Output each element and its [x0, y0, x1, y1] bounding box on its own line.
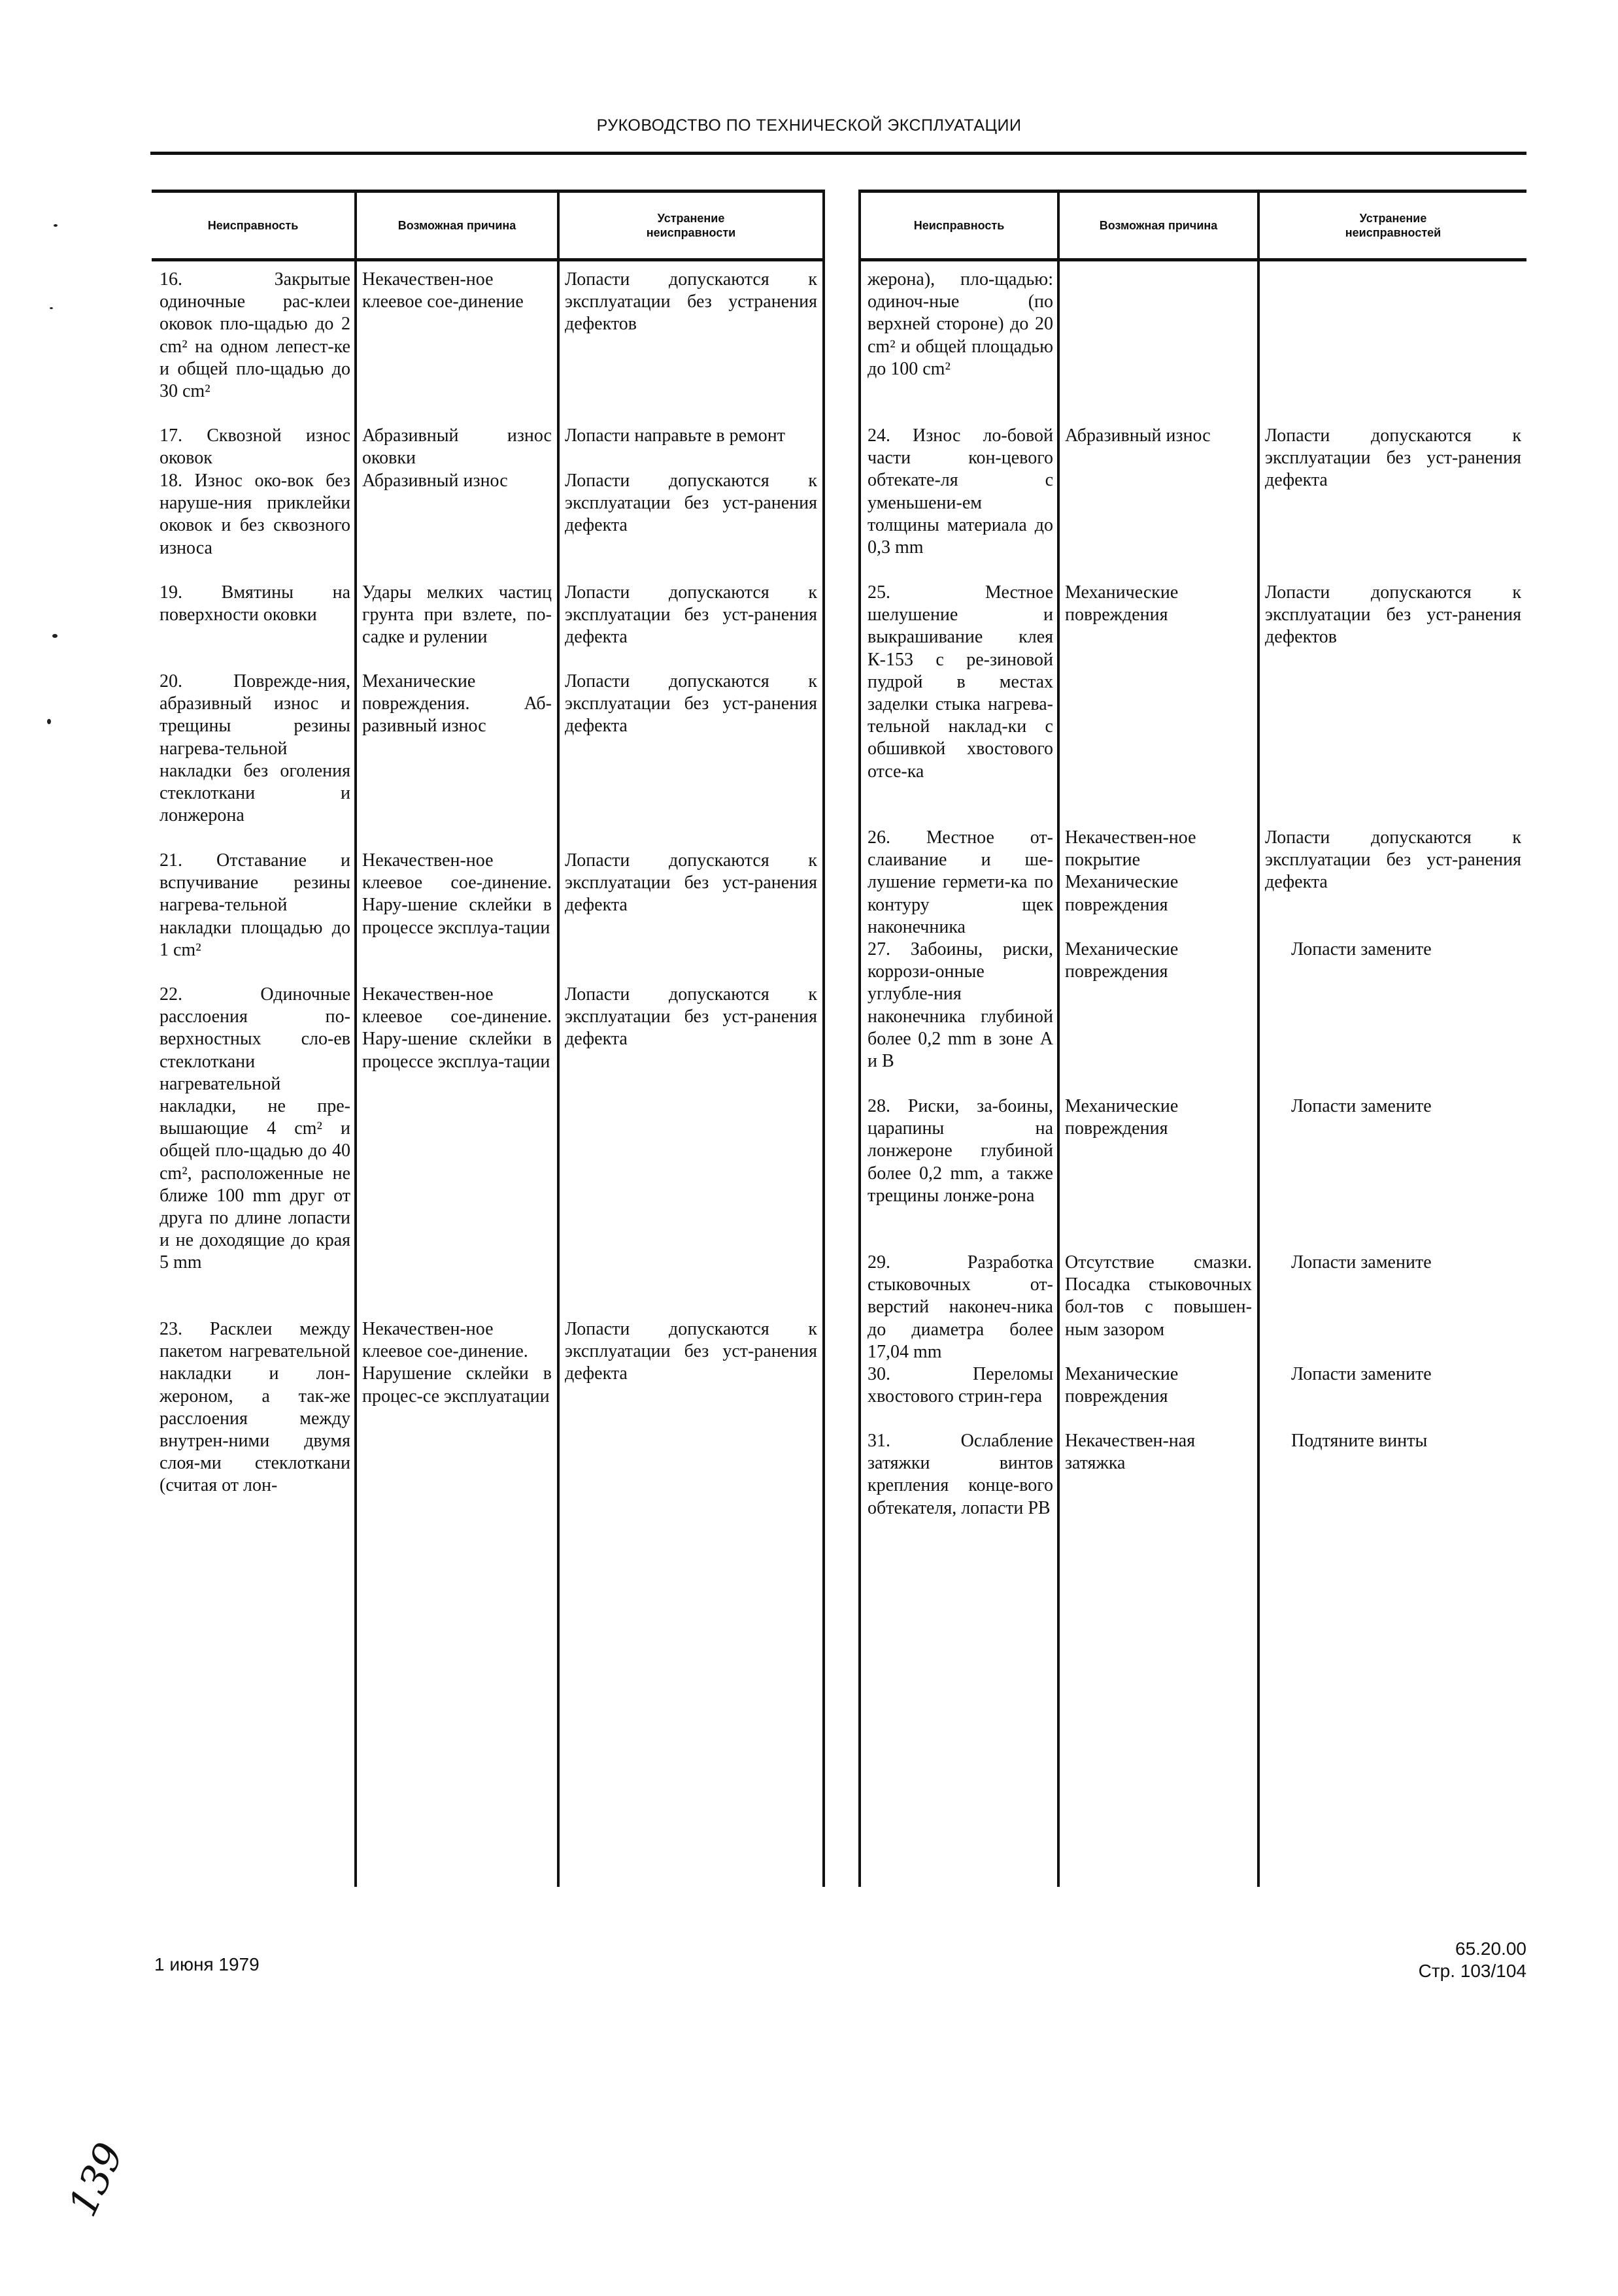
- column-header-fault: Неисправность: [207, 219, 299, 232]
- cause-cell-24: Абразивный износ: [1065, 425, 1211, 446]
- fault-cell-31: 31. Ослабление затяжки винтов крепления конце-вого обтекателя, лопасти РВ: [868, 1431, 1053, 1518]
- remedy-cell-17: Лопасти направьте в ремонт: [565, 425, 785, 446]
- fault-cell-22: 22. Одиночные расслоения по-верхностных сло-ев стеклоткани нагревательной накладки, не пре-вышающие 4 cm² и общей пло-щадью до 40 cm², расположенные не ближе 100 mm друг от друга по длине лопасти и не доходящие до края 5 mm: [160, 984, 350, 1273]
- fault-cell-17: 17. Сквозной износ оковок: [160, 425, 350, 469]
- fault-cell-25: 25. Местное шелушение и выкрашивание клея К-153 с ре-зиновой пудрой в местах заделки стыка нагрева-тельной наклад-ки с обшивкой хвостового отсе-ка: [868, 582, 1053, 782]
- column-divider: [822, 193, 825, 1887]
- column-divider: [354, 193, 357, 1887]
- remedy-cell-19: Лопасти допускаются к эксплуатации без уст-ранения дефекта: [565, 582, 817, 648]
- remedy-cell-30: Лопасти замените: [1291, 1364, 1432, 1384]
- header-divider: [152, 258, 825, 261]
- column-divider: [1057, 193, 1060, 1887]
- fault-cell-30: 30. Переломы хвостового стрин-гера: [868, 1364, 1053, 1407]
- fault-cell-28: 28. Риски, за-боины, царапины на лонжероне глубиной более 0,2 mm, а также трещины лонже-рона: [868, 1096, 1053, 1206]
- column-divider: [858, 193, 861, 1887]
- remedy-cell-22: Лопасти допускаются к эксплуатации без уст-ранения дефекта: [565, 984, 817, 1050]
- scan-speck: [54, 224, 58, 227]
- column-divider: [557, 193, 560, 1887]
- cause-cell-19: Удары мелких частиц грунта при взлете, по-садке и рулении: [362, 582, 552, 648]
- remedy-cell-16: Лопасти допускаются к эксплуатации без устранения дефектов: [565, 269, 817, 335]
- cause-cell-20: Механические повреждения. Аб-разивный износ: [362, 671, 552, 737]
- scan-speck: [52, 634, 58, 638]
- fault-cell-18: 18. Износ око-вок без наруше-ния приклейки оковок и без сквозного износа: [160, 471, 350, 558]
- column-header-fault: Неисправность: [913, 219, 1005, 232]
- document-code: 65.20.00: [1455, 1938, 1526, 1959]
- remedy-cell-25: Лопасти допускаются к эксплуатации без уст-ранения дефектов: [1265, 582, 1521, 648]
- remedy-cell-31: Подтяните винты: [1291, 1431, 1428, 1451]
- fault-cell-29: 29. Разработка стыковочных от-верстий наконеч-ника до диаметра более 17,04 mm: [868, 1252, 1053, 1362]
- remedy-cell-21: Лопасти допускаются к эксплуатации без уст-ранения дефекта: [565, 850, 817, 916]
- cause-cell-28: Механические повреждения: [1065, 1096, 1179, 1139]
- header-rule: [150, 152, 1526, 155]
- fault-cell-16: 16. Закрытые одиночные рас-клеи оковок пло-щадью до 2 cm² на одном лепест-ке и общей пло-щадью до 30 cm²: [160, 269, 350, 402]
- cause-cell-26: Некачествен-ное покрытие Механические повреждения: [1065, 827, 1196, 915]
- column-header-remedy: Устранение неисправности: [646, 212, 736, 239]
- troubleshooting-table-right: [858, 190, 1526, 1887]
- fault-cell-21: 21. Отставание и вспучивание резины нагрева-тельной накладки площадью до 1 cm²: [160, 850, 350, 960]
- remedy-cell-26: Лопасти допускаются к эксплуатации без уст-ранения дефекта: [1265, 827, 1521, 893]
- cause-cell-31: Некачествен-ная затяжка: [1065, 1431, 1196, 1474]
- fault-cell-27: 27. Забоины, риски, коррози-онные углубле-ния наконечника глубиной более 0,2 mm в зоне А и В: [868, 939, 1053, 1072]
- column-header-cause: Возможная причина: [397, 219, 516, 232]
- fault-cell-23: 23. Расклеи между пакетом нагревательной накладки и лон-жероном, а так-же расслоения между внутрен-ними двумя слоя-ми стеклоткани (считая от лон-: [160, 1319, 350, 1496]
- troubleshooting-table-left: [152, 190, 825, 1887]
- issue-date: 1 июня 1979: [154, 1954, 260, 1974]
- cause-cell-18: Абразивный износ: [362, 471, 508, 491]
- cause-cell-21: Некачествен-ное клеевое сое-динение. Нару-шение склейки в процессе эксплуа-тации: [362, 850, 552, 938]
- remedy-cell-29: Лопасти замените: [1291, 1252, 1432, 1273]
- column-header-remedy: Устранение неисправностей: [1345, 212, 1441, 239]
- cause-cell-23: Некачествен-ное клеевое сое-динение. Нарушение склейки в процес-се эксплуатации: [362, 1319, 552, 1406]
- cause-cell-17: Абразивный износ оковки: [362, 425, 552, 469]
- cause-cell-16: Некачествен-ное клеевое сое-динение: [362, 269, 524, 312]
- remedy-cell-23: Лопасти допускаются к эксплуатации без уст-ранения дефекта: [565, 1319, 817, 1384]
- scan-speck: [47, 719, 51, 724]
- handwritten-page-number: 139: [59, 2136, 133, 2223]
- cause-cell-30: Механические повреждения: [1065, 1364, 1179, 1407]
- fault-cell-23-cont: жерона), пло-щадью: одиноч-ные (по верхней стороне) до 20 cm² и общей площадью до 100 cm²: [868, 269, 1053, 379]
- cause-cell-29: Отсутствие смазки. Посадка стыковочных бол-тов с повышен-ным зазором: [1065, 1252, 1252, 1340]
- page-number: Стр. 103/104: [1418, 1961, 1526, 1981]
- cause-cell-22: Некачествен-ное клеевое сое-динение. Нару-шение склейки в процессе эксплуа-тации: [362, 984, 552, 1072]
- fault-cell-24: 24. Износ ло-бовой части кон-цевого обтекате-ля с уменьшени-ем толщины материала до 0,3 mm: [868, 425, 1053, 558]
- running-header: РУКОВОДСТВО ПО ТЕХНИЧЕСКОЙ ЭКСПЛУАТАЦИИ: [596, 116, 1022, 135]
- remedy-cell-24: Лопасти допускаются к эксплуатации без уст-ранения дефекта: [1265, 425, 1521, 491]
- remedy-cell-18: Лопасти допускаются к эксплуатации без уст-ранения дефекта: [565, 471, 817, 536]
- fault-cell-26: 26. Местное от-слаивание и ше-лушение гермети-ка по контуру щек наконечника: [868, 827, 1053, 937]
- fault-cell-19: 19. Вмятины на поверхности оковки: [160, 582, 350, 625]
- cause-cell-27: Механические повреждения: [1065, 939, 1179, 982]
- remedy-cell-20: Лопасти допускаются к эксплуатации без уст-ранения дефекта: [565, 671, 817, 737]
- cause-cell-25: Механические повреждения: [1065, 582, 1179, 625]
- scan-speck: [50, 307, 53, 309]
- column-divider: [1257, 193, 1260, 1887]
- fault-cell-20: 20. Поврежде-ния, абразивный износ и трещины резины нагрева-тельной накладки без оголения стеклоткани и лонжерона: [160, 671, 350, 826]
- remedy-cell-28: Лопасти замените: [1291, 1096, 1432, 1116]
- remedy-cell-27: Лопасти замените: [1291, 939, 1432, 959]
- page-reference: [1419, 1938, 1526, 1982]
- column-header-cause: Возможная причина: [1099, 219, 1218, 232]
- header-divider: [858, 258, 1526, 261]
